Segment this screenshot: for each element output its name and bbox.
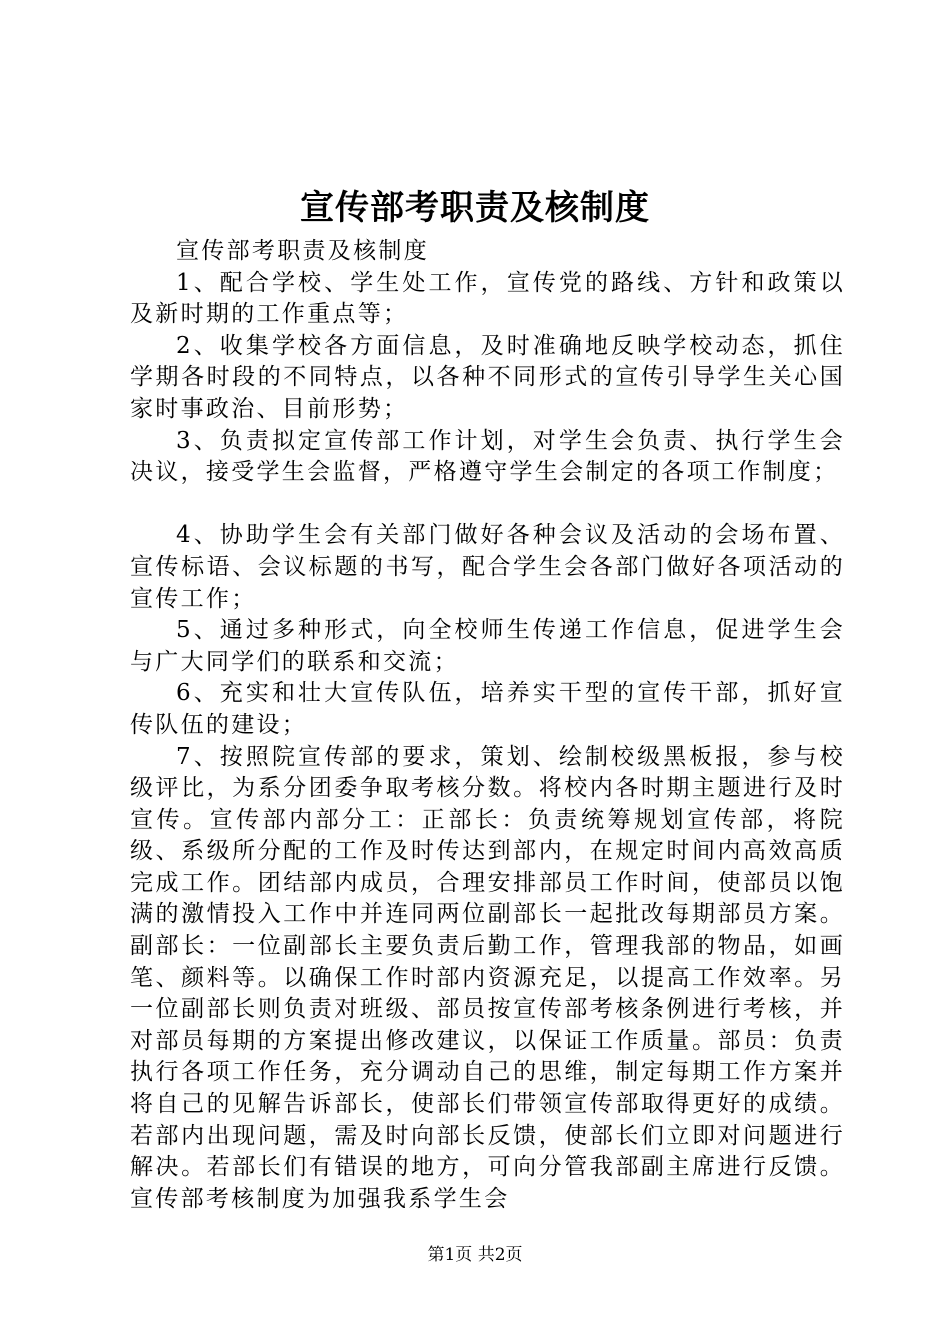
paragraph-item-6: 6、充实和壮大宣传队伍，培养实干型的宣传干部，抓好宣传队伍的建设； xyxy=(130,680,845,738)
document-title: 宣传部考职责及核制度 xyxy=(300,188,650,228)
document-body xyxy=(130,236,845,1215)
paragraph-item-2: 2、收集学校各方面信息，及时准确地反映学校动态，抓住学期各时段的不同特点，以各种不同形式的宣传引导学生关心国家时事政治、目前形势； xyxy=(130,332,845,422)
paragraph-item-5: 5、通过多种形式，向全校师生传递工作信息，促进学生会与广大同学们的联系和交流； xyxy=(130,617,845,675)
paragraph-item-7: 7、按照院宣传部的要求，策划、绘制校级黑板报，参与校级评比，为系分团委争取考核分数。将校内各时期主题进行及时宣传。宣传部内部分工：正部长：负责统筹规划宣传部，将院级、系级所分配的工作及时传达到部内，在规定时间内高效高质完成工作。团结部内成员，合理安排部员工作时间，使部员以饱满的激情投入工作中并连同两位副部长一起批改每期部员方案。副部长：一位副部长主要负责后勤工作，管理我部的物品，如画笔、颜料等。以确保工作时部内资源充足，以提高工作效率。另一位副部长则负责对班级、部员按宣传部考核条例进行考核，并对部员每期的方案提出修改建议，以保证工作质量。部员：负责执行各项工作任务，充分调动自己的思维，制定每期工作方案并将自己的见解告诉部长，使部长们带领宣传部取得更好的成绩。若部内出现问题，需及时向部长反馈，使部长们立即对问题进行解决。若部长们有错误的地方，可向分管我部副主席进行反馈。宣传部考核制度为加强我系学生会 xyxy=(130,743,845,1212)
paragraph-item-4: 4、协助学生会有关部门做好各种会议及活动的会场布置、宣传标语、会议标题的书写，配合学生会各部门做好各项活动的宣传工作； xyxy=(130,522,845,612)
paragraph-item-3: 3、负责拟定宣传部工作计划，对学生会负责、执行学生会决议，接受学生会监督，严格遵守学生会制定的各项工作制度； xyxy=(130,427,845,486)
paragraph-item-1: 1、配合学校、学生处工作，宣传党的路线、方针和政策以及新时期的工作重点等； xyxy=(130,269,845,328)
page-number: 第1页 共2页 xyxy=(427,1245,523,1265)
paragraph-subtitle: 宣传部考职责及核制度 xyxy=(176,238,429,264)
